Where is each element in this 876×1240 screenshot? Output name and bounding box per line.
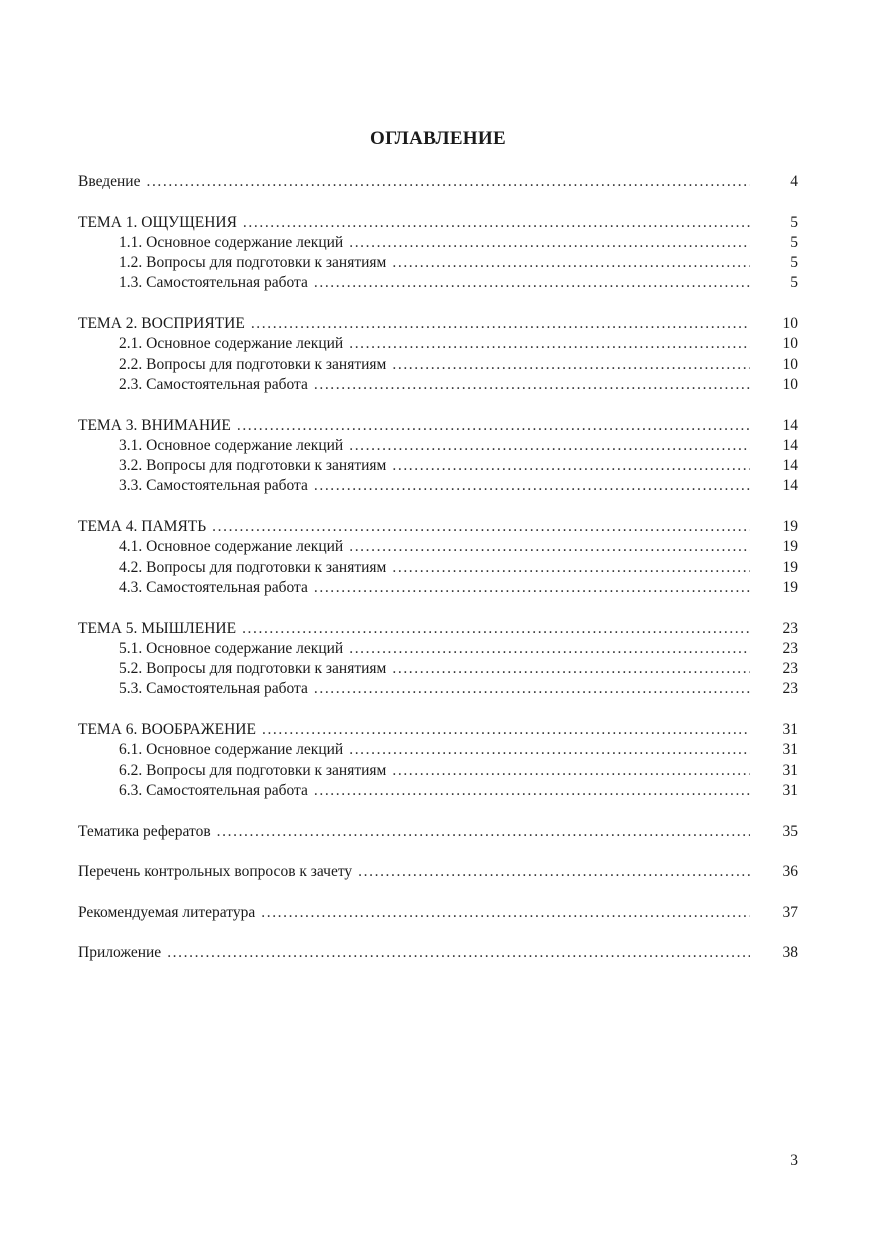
toc-subentry[interactable] [78,679,798,699]
toc-subentry[interactable] [78,334,798,354]
dot-leader [358,862,750,882]
toc-subentry[interactable] [78,740,798,760]
toc-entry[interactable] [78,862,798,882]
toc-entry[interactable] [78,416,798,436]
toc-subentry[interactable] [78,476,798,496]
dot-leader [349,740,750,760]
toc-entry-label: Тематика рефератов [78,822,211,840]
table-of-contents [78,172,798,964]
toc-entry[interactable] [78,517,798,537]
toc-subentry[interactable] [78,273,798,293]
dot-leader [349,639,750,659]
toc-entry-label: 6.2. Вопросы для подготовки к занятиям [119,761,387,779]
toc-entry[interactable] [78,172,798,192]
toc-entry-page: 10 [782,315,798,333]
toc-subentry[interactable] [78,537,798,557]
toc-entry-page: 19 [782,538,798,556]
toc-entry-page: 31 [782,741,798,759]
toc-entry-page: 19 [782,578,798,596]
dot-leader [217,822,750,842]
toc-entry-page: 5 [790,213,798,231]
dot-leader [392,558,750,578]
toc-entry-page: 31 [782,721,798,739]
dot-leader [261,903,750,923]
toc-entry[interactable] [78,822,798,842]
toc-entry-label: 4.2. Вопросы для подготовки к занятиям [119,558,387,576]
dot-leader [167,943,750,963]
toc-entry-label: Приложение [78,944,162,962]
dot-leader [349,537,750,557]
toc-subentry[interactable] [78,436,798,456]
toc-entry-label: 6.3. Самостоятельная работа [119,781,308,799]
dot-leader [349,436,750,456]
dot-leader [314,578,750,598]
toc-entry-label: ТЕМА 1. ОЩУЩЕНИЯ [78,213,237,231]
toc-entry[interactable] [78,903,798,923]
toc-entry-label: 1.2. Вопросы для подготовки к занятиям [119,254,387,272]
toc-entry-label: ТЕМА 4. ПАМЯТЬ [78,518,207,536]
toc-entry-page: 31 [782,761,798,779]
toc-subentry[interactable] [78,558,798,578]
dot-leader [251,314,750,334]
dot-leader [242,619,750,639]
toc-entry-label: 6.1. Основное содержание лекций [119,741,344,759]
toc-entry-page: 23 [782,680,798,698]
toc-entry-page: 37 [782,903,798,921]
toc-subentry[interactable] [78,253,798,273]
dot-leader [349,334,750,354]
toc-entry-page: 5 [790,233,798,251]
toc-entry-page: 19 [782,558,798,576]
toc-entry-page: 38 [782,944,798,962]
toc-entry-page: 36 [782,863,798,881]
toc-entry-page: 14 [782,477,798,495]
toc-entry-label: 1.1. Основное содержание лекций [119,233,344,251]
toc-subentry[interactable] [78,355,798,375]
dot-leader [243,213,750,233]
toc-entry-label: Перечень контрольных вопросов к зачету [78,863,353,881]
page-number: 3 [790,1152,798,1169]
toc-entry-page: 4 [790,173,798,190]
toc-entry-label: Рекомендуемая литература [78,903,256,921]
toc-entry-label: 4.3. Самостоятельная работа [119,578,308,596]
dot-leader [262,720,750,740]
dot-leader [212,517,750,537]
toc-entry-label: 2.2. Вопросы для подготовки к занятиям [119,355,387,373]
toc-entry-label: Введение [78,173,141,190]
toc-subentry[interactable] [78,639,798,659]
toc-entry-page: 23 [782,619,798,637]
dot-leader [392,355,750,375]
toc-entry-label: 3.3. Самостоятельная работа [119,477,308,495]
page-title: ОГЛАВЛЕНИЕ [370,128,506,149]
toc-entry-page: 10 [782,375,798,393]
toc-entry[interactable] [78,314,798,334]
dot-leader [314,781,750,801]
toc-entry-label: 5.2. Вопросы для подготовки к занятиям [119,660,387,678]
toc-subentry[interactable] [78,456,798,476]
toc-entry-label: 5.3. Самостоятельная работа [119,680,308,698]
dot-leader [314,273,750,293]
toc-subentry[interactable] [78,578,798,598]
toc-entry[interactable] [78,619,798,639]
toc-entry-page: 31 [782,781,798,799]
dot-leader [314,476,750,496]
toc-subentry[interactable] [78,375,798,395]
toc-subentry[interactable] [78,233,798,253]
toc-entry-page: 10 [782,355,798,373]
toc-entry-page: 35 [782,822,798,840]
toc-entry-label: ТЕМА 2. ВОСПРИЯТИЕ [78,315,245,333]
toc-entry-page: 19 [782,518,798,536]
dot-leader [349,233,750,253]
toc-entry-page: 14 [782,457,798,475]
toc-entry-page: 14 [782,436,798,454]
toc-entry-label: 3.1. Основное содержание лекций [119,436,344,454]
toc-entry[interactable] [78,943,798,963]
dot-leader [392,456,750,476]
toc-entry-label: 1.3. Самостоятельная работа [119,274,308,292]
toc-entry-label: ТЕМА 5. МЫШЛЕНИЕ [78,619,237,637]
dot-leader [314,375,750,395]
toc-entry-label: 2.3. Самостоятельная работа [119,375,308,393]
toc-entry-page: 14 [782,416,798,434]
toc-entry-label: 3.2. Вопросы для подготовки к занятиям [119,457,387,475]
dot-leader [314,679,750,699]
toc-subentry[interactable] [78,781,798,801]
dot-leader [392,253,750,273]
toc-entry-label: 5.1. Основное содержание лекций [119,639,344,657]
toc-entry-label: ТЕМА 6. ВООБРАЖЕНИЕ [78,721,256,739]
toc-entry-page: 5 [790,254,798,272]
toc-entry-page: 23 [782,660,798,678]
toc-entry-label: 4.1. Основное содержание лекций [119,538,344,556]
toc-entry-page: 5 [790,274,798,292]
toc-entry-label: 2.1. Основное содержание лекций [119,335,344,353]
dot-leader [392,659,750,679]
dot-leader [237,416,750,436]
toc-entry-label: ТЕМА 3. ВНИМАНИЕ [78,416,231,434]
toc-subentry[interactable] [78,761,798,781]
toc-entry-page: 10 [782,335,798,353]
toc-entry-page: 23 [782,639,798,657]
dot-leader [146,172,750,192]
toc-entry[interactable] [78,213,798,233]
toc-subentry[interactable] [78,659,798,679]
toc-entry[interactable] [78,720,798,740]
dot-leader [392,761,750,781]
